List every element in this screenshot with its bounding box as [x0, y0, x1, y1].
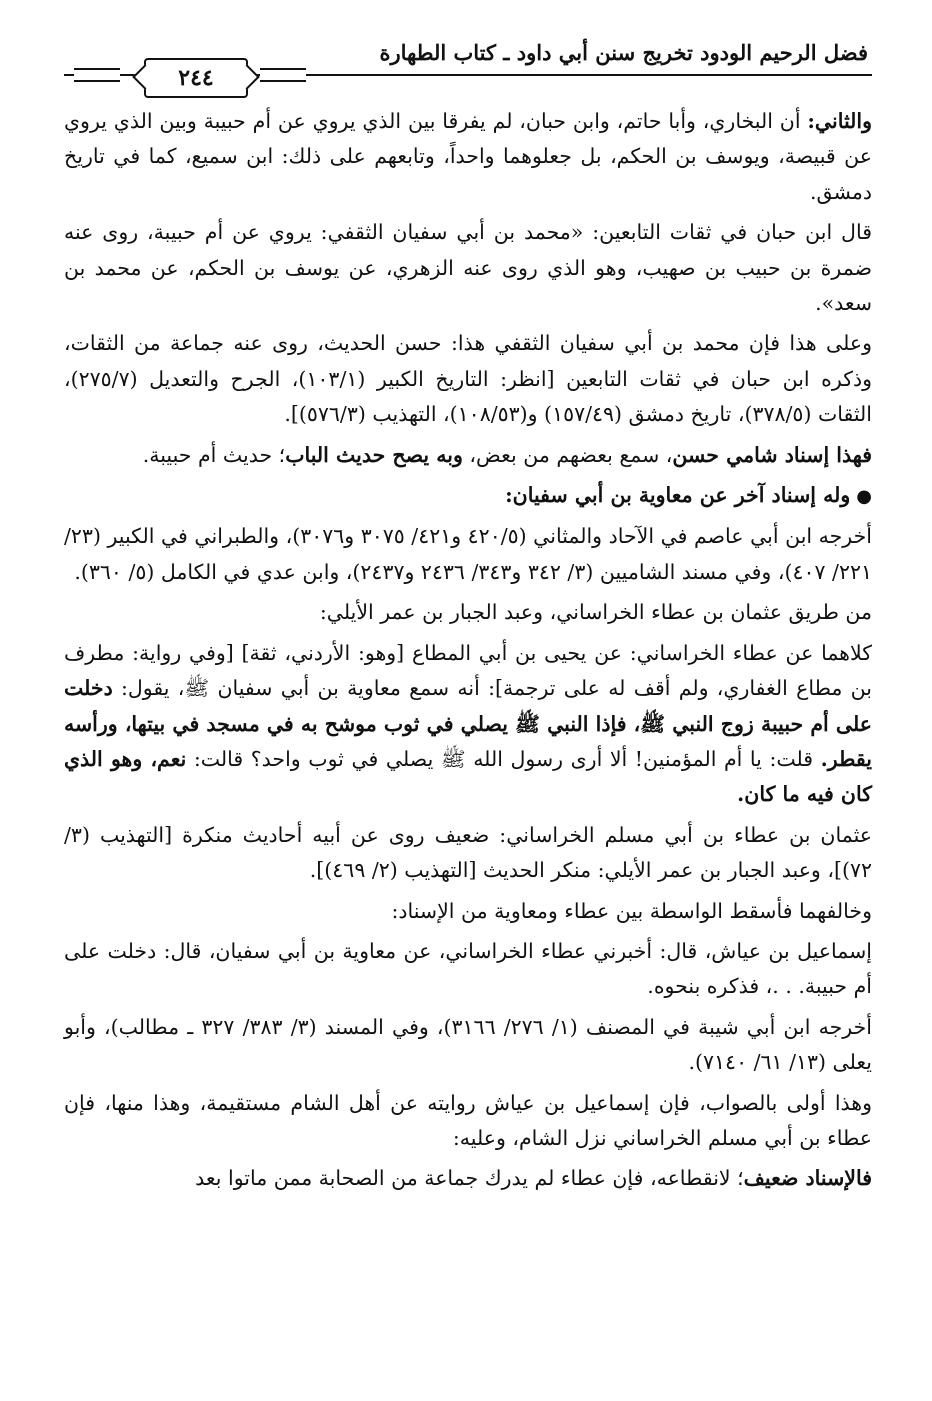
header-ornament — [74, 68, 120, 82]
bullet-icon: ● — [856, 486, 872, 508]
text-segment: من طريق عثمان بن عطاء الخراساني، وعبد الجبار بن عمر الأيلي: — [319, 600, 872, 625]
paragraph — [64, 636, 872, 813]
text-segment: عثمان بن عطاء بن أبي مسلم الخراساني: ضعيف روى عن أبيه أحاديث منكرة [التهذيب (٣/ ٧٢)]، وعبد الجبار بن عمر الأيلي: منكر الحديث [التهذيب (٢/ ٤٦٩)]. — [64, 822, 872, 883]
text-segment: أن البخاري، وأبا حاتم، وابن حبان، لم يفرقا بين الذي يروي عن أم حبيبة وبين الذي يروي عن قبيصة، ويوسف بن الحكم، بل جعلوهما واحداً، وتابعهم على ذلك: ابن سميع، كما في تاريخ دمشق. — [64, 109, 872, 204]
paragraph — [64, 894, 872, 929]
text-segment: إسماعيل بن عياش، قال: أخبرني عطاء الخراساني، عن معاوية بن أبي سفيان، قال: دخلت على أم حبيبة. . .، فذكره بنحوه. — [64, 938, 872, 999]
paragraph — [64, 104, 872, 210]
running-title: فضل الرحيم الودود تخريج سنن أبي داود ـ كتاب الطهارة — [379, 40, 868, 65]
bold-text: فالإسناد ضعيف — [743, 1166, 872, 1191]
text-segment: ؛ لانقطاعه، فإن عطاء لم يدرك جماعة من الصحابة ممن ماتوا بعد — [195, 1166, 744, 1191]
bold-text: وبه يصح حديث الباب — [285, 442, 463, 467]
paragraph — [64, 1086, 872, 1157]
bold-text: والثاني: — [807, 109, 872, 133]
paragraph — [64, 215, 872, 321]
page-header — [64, 34, 872, 104]
bold-text: دخلت على أم حبيبة زوج النبي ﷺ، فإذا النبي ﷺ يصلي في ثوب موشح به في مسجد في بيتها، ورأسه يقطر. — [64, 676, 872, 771]
paragraph — [64, 1010, 872, 1081]
paragraph — [64, 519, 872, 590]
header-ornament — [260, 68, 306, 82]
text-segment: ؛ حديث أم حبيبة. — [142, 442, 286, 467]
paragraph — [64, 934, 872, 1005]
text-segment: كلاهما عن عطاء الخراساني: عن يحيى بن أبي المطاع [وهو: الأردني، ثقة] [وفي رواية: مطرف بن مطاع الغفاري، ولم أقف له على ترجمة]: أنه سمع معاوية بن أبي سفيان ﷺ، يقول: — [64, 640, 872, 701]
text-segment: وهذا أولى بالصواب، فإن إسماعيل بن عياش روايته عن أهل الشام مستقيمة، وهذا منها، فإن عطاء بن أبي مسلم الخراساني نزل الشام، وعليه: — [64, 1090, 872, 1150]
paragraph — [64, 326, 872, 432]
text-segment: وعلى هذا فإن محمد بن أبي سفيان الثقفي هذا: حسن الحديث، روى عنه جماعة من الثقات، وذكره ابن حبان في ثقات التابعين [انظر: التاريخ الكبير (١٠٣/١)، الجرح والتعديل (٢٧٥/٧)، الثقات (٣٧٨/٥)، تاريخ دمشق (١٥٧/٤٩) و(١٠٨/٥٣)، التهذيب (٥٧٦/٣)]. — [64, 331, 872, 427]
text-segment: قال ابن حبان في ثقات التابعين: «محمد بن أبي سفيان الثقفي: يروي عن أم حبيبة، روى عنه ضمرة بن حبيب بن صهيب، وهو الذي روى عنه الزهري، عن يوسف بن الحكم، عن محمد بن سعد». — [64, 220, 872, 316]
bold-text: فهذا إسناد شامي حسن — [672, 442, 872, 467]
paragraph — [64, 1161, 872, 1196]
text-segment: أخرجه ابن أبي شيبة في المصنف (١/ ٢٧٦/ ٣١٦٦)، وفي المسند (٣/ ٣٨٣/ ٣٢٧ ـ مطالب)، وأبو يعلى (١٣/ ٦١/ ٧١٤٠). — [64, 1014, 872, 1075]
body-text — [64, 104, 872, 1197]
bold-text: نعم، وهو الذي كان فيه ما كان. — [64, 746, 872, 807]
text-segment: ، سمع بعضهم من بعض، — [462, 442, 673, 467]
paragraph — [64, 478, 872, 514]
bold-text: وله إسناد آخر عن معاوية بن أبي سفيان: — [505, 483, 851, 508]
text-segment: أخرجه ابن أبي عاصم في الآحاد والمثاني (٤٢٠/٥ و٤٢١/ ٣٠٧٥ و٣٠٧٦)، والطبراني في الكبير (٢٣/ ٢٢١/ ٤٠٧)، وفي مسند الشاميين (٣/ ٣٤٢ و٣٤٣/ ٢٤٣٦ و٢٤٣٧)، وابن عدي في الكامل (٥/ ٣٦٠). — [64, 524, 872, 584]
text-segment: قلت: يا أم المؤمنين! ألا أرى رسول الله ﷺ يصلي في ثوب واحد؟ قالت: — [186, 746, 821, 771]
page-number: ٢٤٤ — [144, 58, 248, 98]
text-segment: وخالفهما فأسقط الواسطة بين عطاء ومعاوية من الإسناد: — [391, 898, 872, 923]
paragraph — [64, 818, 872, 889]
paragraph — [64, 438, 872, 473]
paragraph — [64, 595, 872, 630]
